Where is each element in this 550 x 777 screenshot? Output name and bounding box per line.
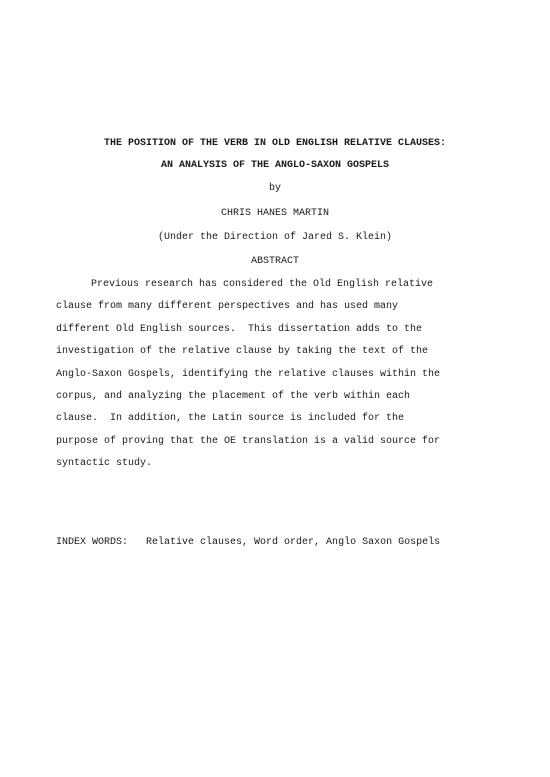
abstract-line: syntactic study.	[56, 458, 153, 470]
abstract-heading: ABSTRACT	[250, 256, 299, 267]
abstract-line: investigation of the relative clause by taking the text of the	[56, 346, 429, 358]
abstract-line: Anglo-Saxon Gospels, identifying the relative clauses within the	[56, 368, 441, 380]
abstract-line: clause from many different perspectives and has used many	[56, 301, 399, 313]
abstract-line: Previous research has considered the Old English relative	[91, 279, 434, 290]
abstract-line: clause. In addition, the Latin source is included for the	[56, 413, 405, 425]
title-line-2: AN ANALYSIS OF THE ANGLO-SAXON GOSPELS	[160, 160, 390, 171]
abstract-line: corpus, and analyzing the placement of the verb within each	[56, 390, 411, 402]
author-name: CHRIS HANES MARTIN	[220, 208, 330, 219]
abstract-paragraph	[56, 274, 496, 476]
index-words-label: INDEX WORDS:	[56, 537, 129, 548]
direction-line: (Under the Direction of Jared S. Klein)	[157, 232, 393, 243]
by-line: by	[268, 183, 281, 194]
index-words	[56, 537, 440, 549]
abstract-line: purpose of proving that the OE translation is a valid source for	[56, 435, 441, 447]
index-words-value: Relative clauses, Word order, Anglo Saxon Gospels	[146, 537, 441, 548]
title-line-1: THE POSITION OF THE VERB IN OLD ENGLISH RELATIVE CLAUSES:	[103, 138, 447, 149]
abstract-line: different Old English sources. This dissertation adds to the	[56, 323, 423, 335]
